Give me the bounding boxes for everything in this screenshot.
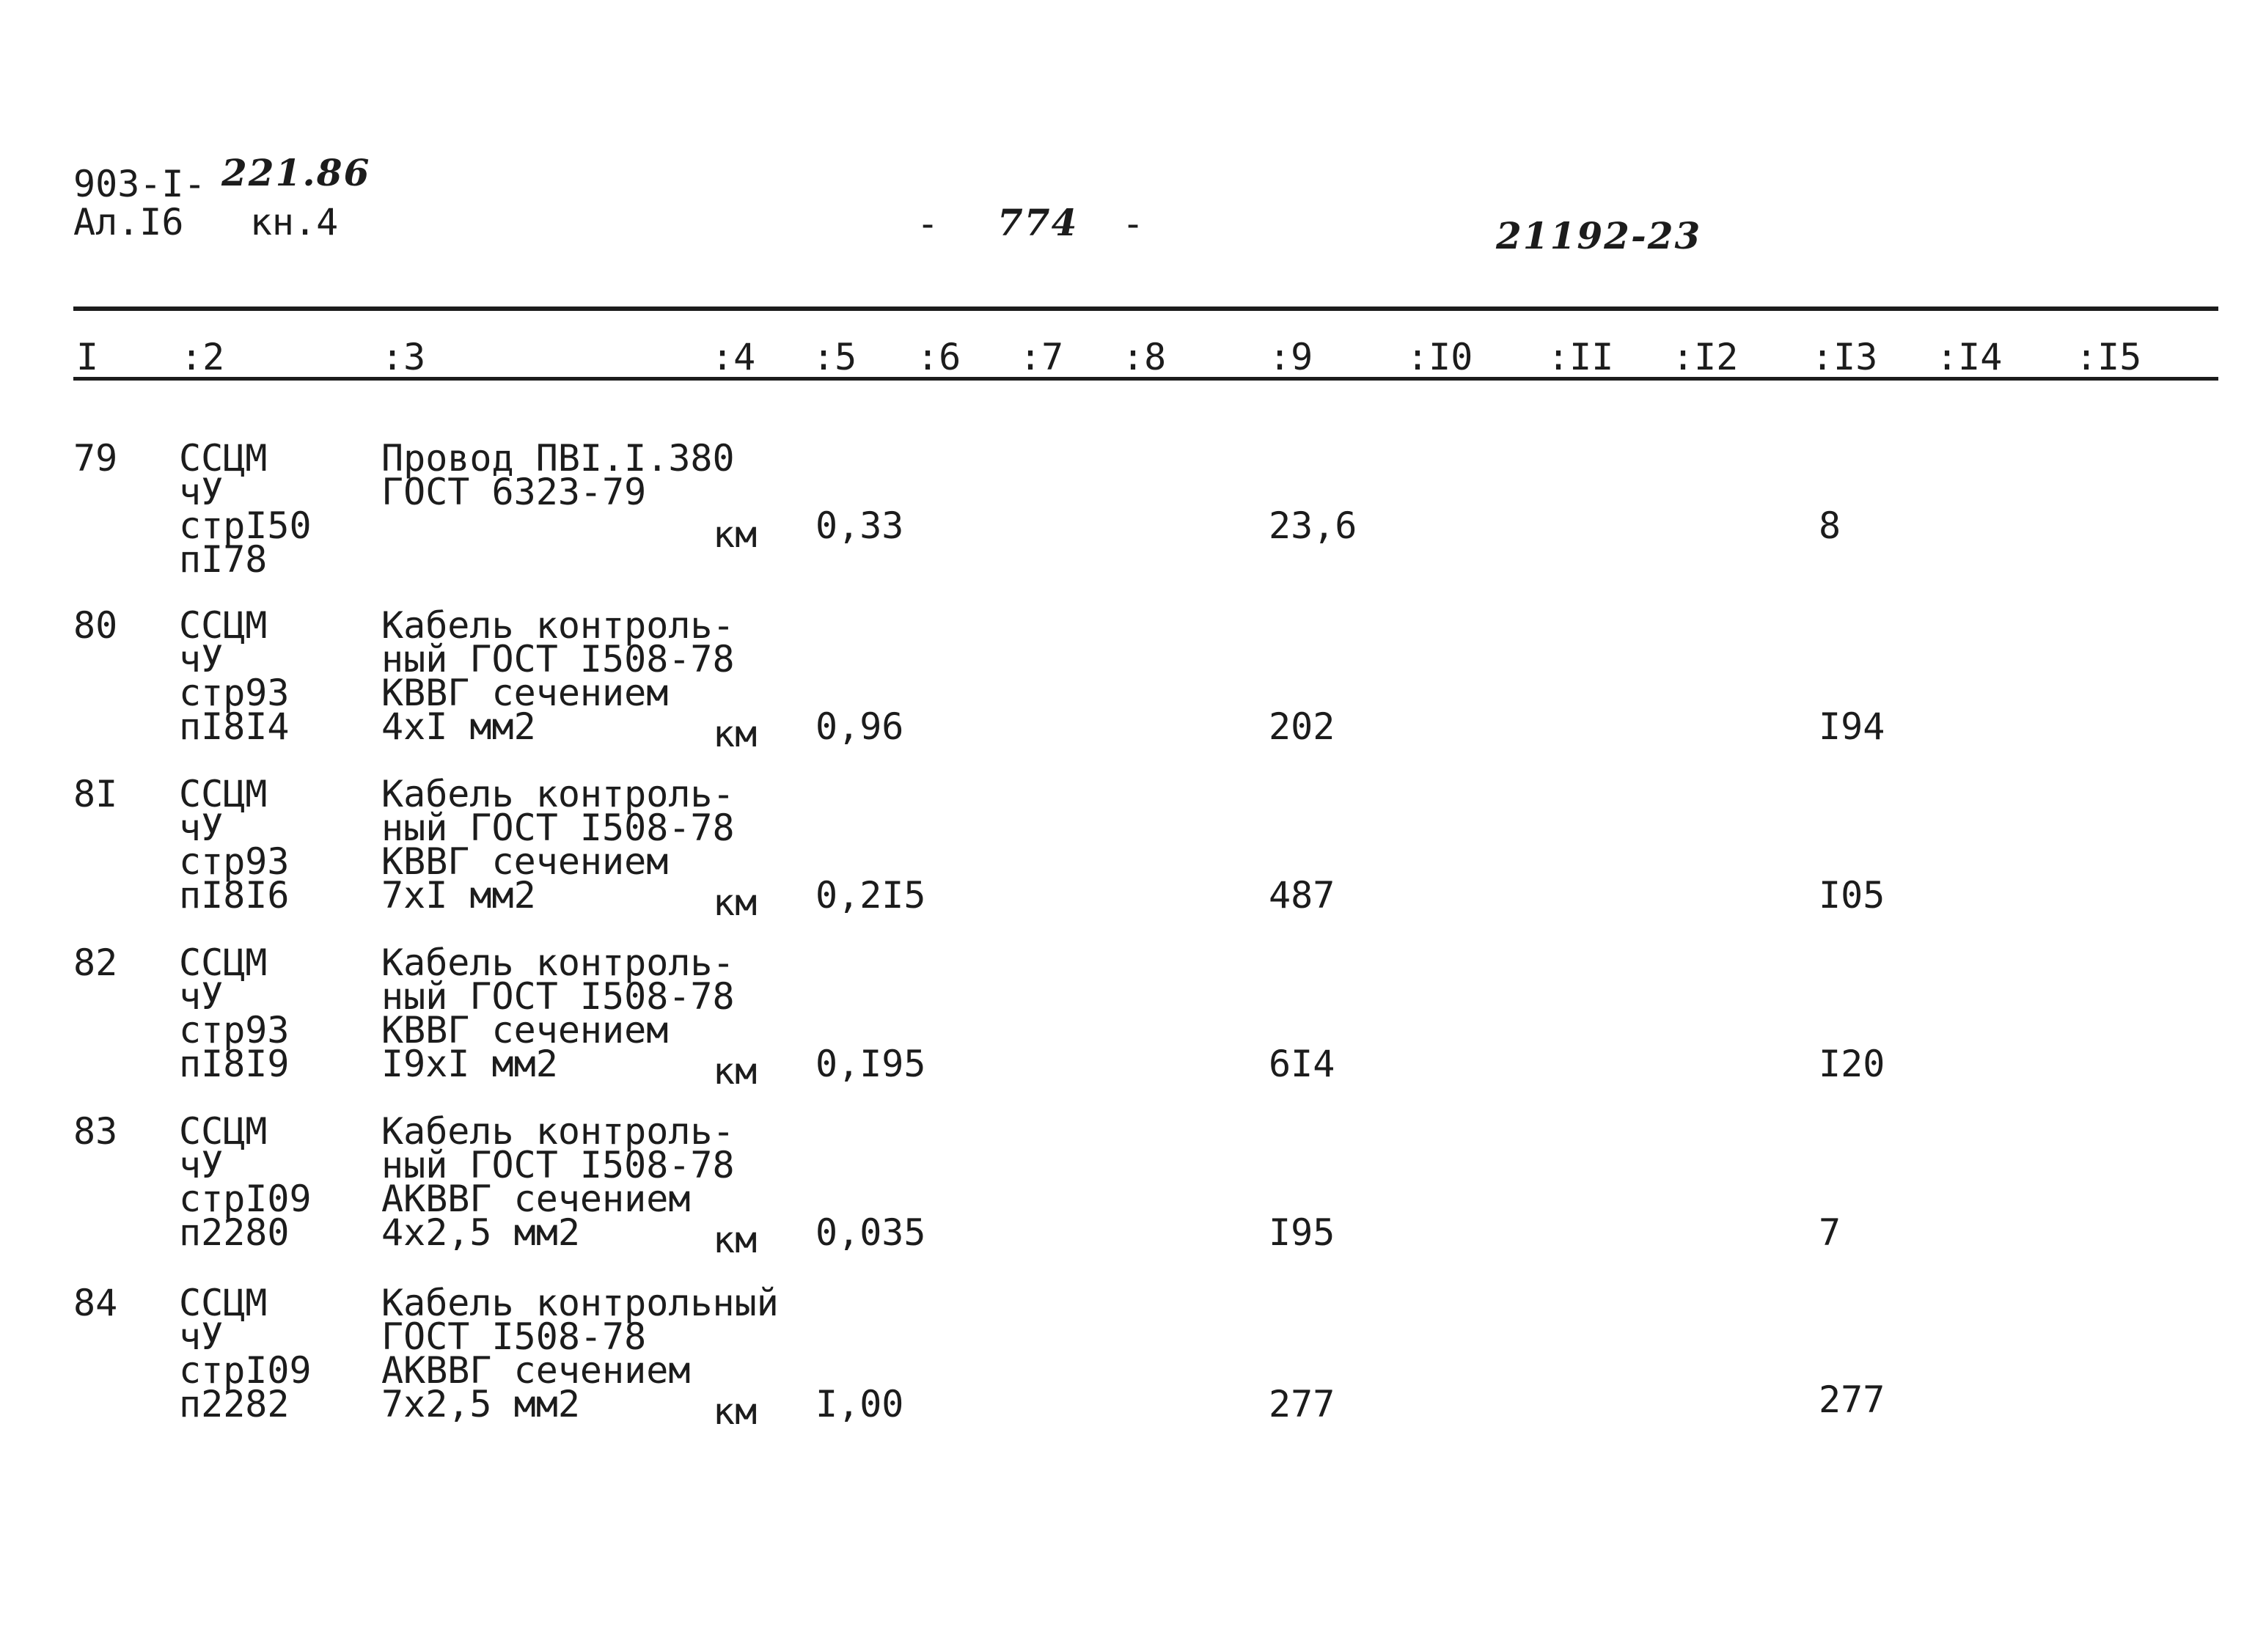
- description-line: ный ГОСТ I508-78: [381, 1144, 735, 1186]
- description-line: ный ГОСТ I508-78: [381, 638, 735, 680]
- code-line: стрI09: [179, 1178, 312, 1220]
- code-line: чУ: [179, 807, 224, 849]
- description-line: ный ГОСТ I508-78: [381, 807, 735, 849]
- description-line: АКВВГ сечением: [381, 1349, 691, 1392]
- description-line: Кабель контроль-: [381, 1110, 735, 1153]
- description-line: Кабель контроль-: [381, 604, 735, 647]
- quantity: 0,33: [815, 504, 904, 547]
- col-header-4: :4: [711, 336, 756, 378]
- description-line: Кабель контроль-: [381, 773, 735, 815]
- description-line: Кабель контроль-: [381, 941, 735, 984]
- description-line: КВВГ сечением: [381, 840, 669, 883]
- col-header-11: :II: [1547, 336, 1614, 378]
- code-line: пI8I4: [179, 705, 290, 748]
- row-number: 84: [73, 1282, 118, 1324]
- col-header-3: :3: [381, 336, 426, 378]
- description-line: 7х2,5 мм2: [381, 1383, 580, 1425]
- table-row: [0, 1110, 2255, 1289]
- col9-value: I95: [1269, 1211, 1335, 1254]
- top-rule: [73, 306, 2218, 311]
- col13-value: I94: [1819, 705, 1885, 748]
- code-line: чУ: [179, 1315, 224, 1358]
- series-prefix: 903-I-: [73, 163, 206, 205]
- col-header-1: I: [76, 336, 99, 378]
- col13-value: I20: [1819, 1043, 1885, 1085]
- code-line: стр93: [179, 672, 290, 714]
- description-line: АКВВГ сечением: [381, 1178, 691, 1220]
- code-line: п2280: [179, 1211, 290, 1254]
- col-header-2: :2: [180, 336, 225, 378]
- code-line: ССЦМ: [179, 604, 268, 647]
- col9-value: 6I4: [1269, 1043, 1335, 1085]
- quantity: I,00: [815, 1383, 904, 1425]
- col13-value: I05: [1819, 874, 1885, 917]
- quantity: 0,2I5: [815, 874, 926, 917]
- col9-value: 277: [1269, 1383, 1335, 1425]
- col-header-15: :I5: [2075, 336, 2142, 378]
- code-line: ССЦМ: [179, 1110, 268, 1153]
- table-row: [0, 1282, 2255, 1461]
- code-line: стр93: [179, 840, 290, 883]
- table-row: [0, 604, 2255, 783]
- description-line: 7хI мм2: [381, 874, 536, 917]
- col-header-8: :8: [1122, 336, 1167, 378]
- code-line: ССЦМ: [179, 1282, 268, 1324]
- quantity: 0,96: [815, 705, 904, 748]
- table-row: [0, 941, 2255, 1120]
- code-line: ССЦМ: [179, 941, 268, 984]
- code-line: стрI09: [179, 1349, 312, 1392]
- code-line: пI78: [179, 538, 268, 581]
- table-row: [0, 437, 2255, 616]
- description-line: КВВГ сечением: [381, 672, 669, 714]
- unit: км: [713, 513, 758, 556]
- description-line: КВВГ сечением: [381, 1009, 669, 1051]
- col13-value: 277: [1819, 1378, 1885, 1421]
- description-line: ГОСТ I508-78: [381, 1315, 647, 1358]
- description-line: 4х2,5 мм2: [381, 1211, 580, 1254]
- col9-value: 23,6: [1269, 504, 1357, 547]
- quantity: 0,I95: [815, 1043, 926, 1085]
- col13-value: 7: [1819, 1211, 1841, 1254]
- code-line: чУ: [179, 471, 224, 513]
- col-header-14: :I4: [1936, 336, 2003, 378]
- col-header-7: :7: [1019, 336, 1064, 378]
- col-header-6: :6: [917, 336, 961, 378]
- code-line: п2282: [179, 1383, 290, 1425]
- col13-value: 8: [1819, 504, 1841, 547]
- table-row: [0, 773, 2255, 952]
- quantity: 0,035: [815, 1211, 926, 1254]
- col9-value: 487: [1269, 874, 1335, 917]
- row-number: 83: [73, 1110, 118, 1153]
- document-number: 21192-23: [1496, 214, 1702, 257]
- col-header-9: :9: [1269, 336, 1313, 378]
- code-line: чУ: [179, 638, 224, 680]
- document-series: [73, 163, 206, 205]
- description-line: Кабель контрольный: [381, 1282, 779, 1324]
- row-number: 8I: [73, 773, 118, 815]
- page-dash-left: -: [917, 202, 939, 245]
- col-header-12: :I2: [1672, 336, 1739, 378]
- description-line: ГОСТ 6323-79: [381, 471, 647, 513]
- album-book-line: Ал.I6 кн.4: [73, 201, 339, 243]
- code-line: ССЦМ: [179, 437, 268, 480]
- unit: км: [713, 1219, 758, 1261]
- row-number: 82: [73, 941, 118, 984]
- page-number: 774: [997, 201, 1079, 244]
- col-header-10: :I0: [1407, 336, 1473, 378]
- code-line: ССЦМ: [179, 773, 268, 815]
- description-line: ный ГОСТ I508-78: [381, 975, 735, 1018]
- page-dash-right: -: [1122, 202, 1145, 245]
- series-handwritten-suffix: 221.86: [221, 151, 371, 194]
- code-line: чУ: [179, 975, 224, 1018]
- code-line: пI8I9: [179, 1043, 290, 1085]
- col9-value: 202: [1269, 705, 1335, 748]
- col-header-5: :5: [813, 336, 857, 378]
- col-header-13: :I3: [1811, 336, 1878, 378]
- row-number: 80: [73, 604, 118, 647]
- code-line: чУ: [179, 1144, 224, 1186]
- unit: км: [713, 1390, 758, 1433]
- unit: км: [713, 881, 758, 924]
- description-line: 4хI мм2: [381, 705, 536, 748]
- code-line: стр93: [179, 1009, 290, 1051]
- code-line: пI8I6: [179, 874, 290, 917]
- row-number: 79: [73, 437, 118, 480]
- unit: км: [713, 713, 758, 755]
- unit: км: [713, 1050, 758, 1093]
- code-line: стрI50: [179, 504, 312, 547]
- description-line: Провод ПВI.I.380: [381, 437, 735, 480]
- description-line: I9хI мм2: [381, 1043, 558, 1085]
